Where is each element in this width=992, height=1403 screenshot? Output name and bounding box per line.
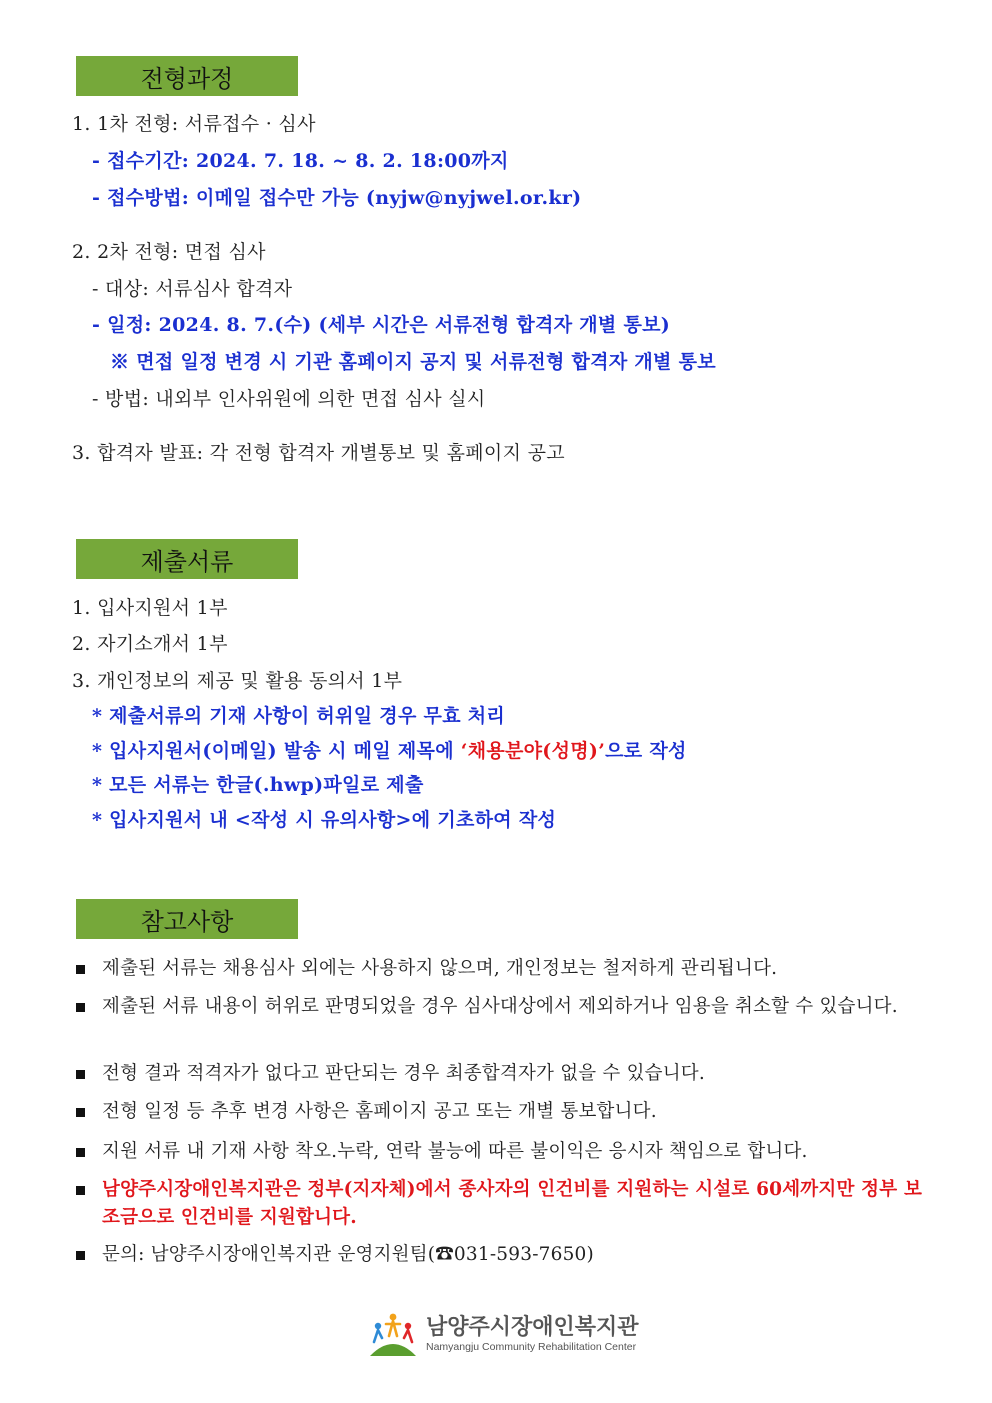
doc-item-3: 3. 개인정보의 제공 및 활용 동의서 1부 <box>72 670 403 692</box>
square-bullet-icon <box>76 965 85 974</box>
process-item-1: 1. 1차 전형: 서류접수 · 심사 <box>72 113 316 135</box>
note-item-5 <box>76 1138 926 1166</box>
doc-note-2 <box>92 739 687 763</box>
square-bullet-icon <box>76 1003 85 1012</box>
logo-text-block <box>426 1315 639 1353</box>
process-way: - 방법: 내외부 인사위원에 의한 면접 심사 실시 <box>92 388 486 410</box>
process-schedule: - 일정: 2024. 8. 7.(수) (세부 시간은 서류전형 합격자 개별 통보) <box>92 314 671 336</box>
square-bullet-icon <box>76 1148 85 1157</box>
note-text-1: 제출된 서류는 채용심사 외에는 사용하지 않으며, 개인정보는 철저하게 관리됩니다. <box>102 958 778 979</box>
note-item-2 <box>76 993 926 1021</box>
note-item-3 <box>76 1060 926 1088</box>
doc-note-2-text: * 입사지원서(이메일) 발송 시 메일 제목에 <box>92 740 461 762</box>
square-bullet-icon <box>76 1108 85 1117</box>
square-bullet-icon <box>76 1070 85 1079</box>
doc-note-2-suffix: 으로 작성 <box>605 740 687 762</box>
process-period: - 접수기간: 2024. 7. 18. ~ 8. 2. 18:00까지 <box>92 150 509 172</box>
process-item-3: 3. 합격자 발표: 각 전형 합격자 개별통보 및 홈페이지 공고 <box>72 442 565 464</box>
process-method: - 접수방법: 이메일 접수만 가능 (nyjw@nyjwel.or.kr) <box>92 187 582 209</box>
doc-note-2-highlight: ‘채용분야(성명)’ <box>460 740 606 762</box>
doc-note-3: * 모든 서류는 한글(.hwp)파일로 제출 <box>92 774 424 796</box>
process-schedule-note: ※ 면접 일정 변경 시 기관 홈페이지 공지 및 서류전형 합격자 개별 통보 <box>110 351 716 373</box>
organization-logo <box>368 1312 639 1356</box>
note-item-4 <box>76 1098 926 1126</box>
note-item-1 <box>76 955 926 983</box>
note-item-7 <box>76 1241 926 1269</box>
note-text-5: 지원 서류 내 기재 사항 착오.누락, 연락 불능에 따른 불이익은 응시자 책임으로 합니다. <box>102 1141 808 1162</box>
logo-subtitle: Namyangju Community Rehabilitation Center <box>426 1341 637 1353</box>
section-title-documents: 제출서류 <box>140 547 234 576</box>
logo-figures-icon <box>368 1312 418 1356</box>
note-text-4: 전형 일정 등 추후 변경 사항은 홈페이지 공고 또는 개별 통보합니다. <box>102 1101 657 1122</box>
square-bullet-icon <box>76 1186 85 1195</box>
note-text-2: 제출된 서류 내용이 허위로 판명되었을 경우 심사대상에서 제외하거나 임용을 취소할 수 있습니다. <box>102 996 898 1017</box>
section-header-notes <box>76 899 298 939</box>
note-text-6: 남양주시장애인복지관은 정부(지자체)에서 종사자의 인건비를 지원하는 시설로 60세까지만 정부 보조금으로 인건비를 지원합니다. <box>102 1179 923 1228</box>
doc-note-4: * 입사지원서 내 <작성 시 유의사항>에 기초하여 작성 <box>92 809 557 831</box>
doc-item-1: 1. 입사지원서 1부 <box>72 597 228 619</box>
note-item-6 <box>76 1176 926 1232</box>
section-title-process: 전형과정 <box>140 64 234 93</box>
section-header-documents <box>76 539 298 579</box>
section-title-notes: 참고사항 <box>140 907 234 936</box>
note-text-3: 전형 결과 적격자가 없다고 판단되는 경우 최종합격자가 없을 수 있습니다. <box>102 1063 705 1084</box>
process-item-2: 2. 2차 전형: 면접 심사 <box>72 241 266 263</box>
doc-note-1: * 제출서류의 기재 사항이 허위일 경우 무효 처리 <box>92 705 506 727</box>
square-bullet-icon <box>76 1251 85 1260</box>
doc-item-2: 2. 자기소개서 1부 <box>72 633 228 655</box>
process-target: - 대상: 서류심사 합격자 <box>92 278 293 300</box>
note-text-7: 문의: 남양주시장애인복지관 운영지원팀(☎031-593-7650) <box>102 1244 594 1265</box>
logo-name: 남양주시장애인복지관 <box>426 1315 639 1340</box>
section-header-process <box>76 56 298 96</box>
